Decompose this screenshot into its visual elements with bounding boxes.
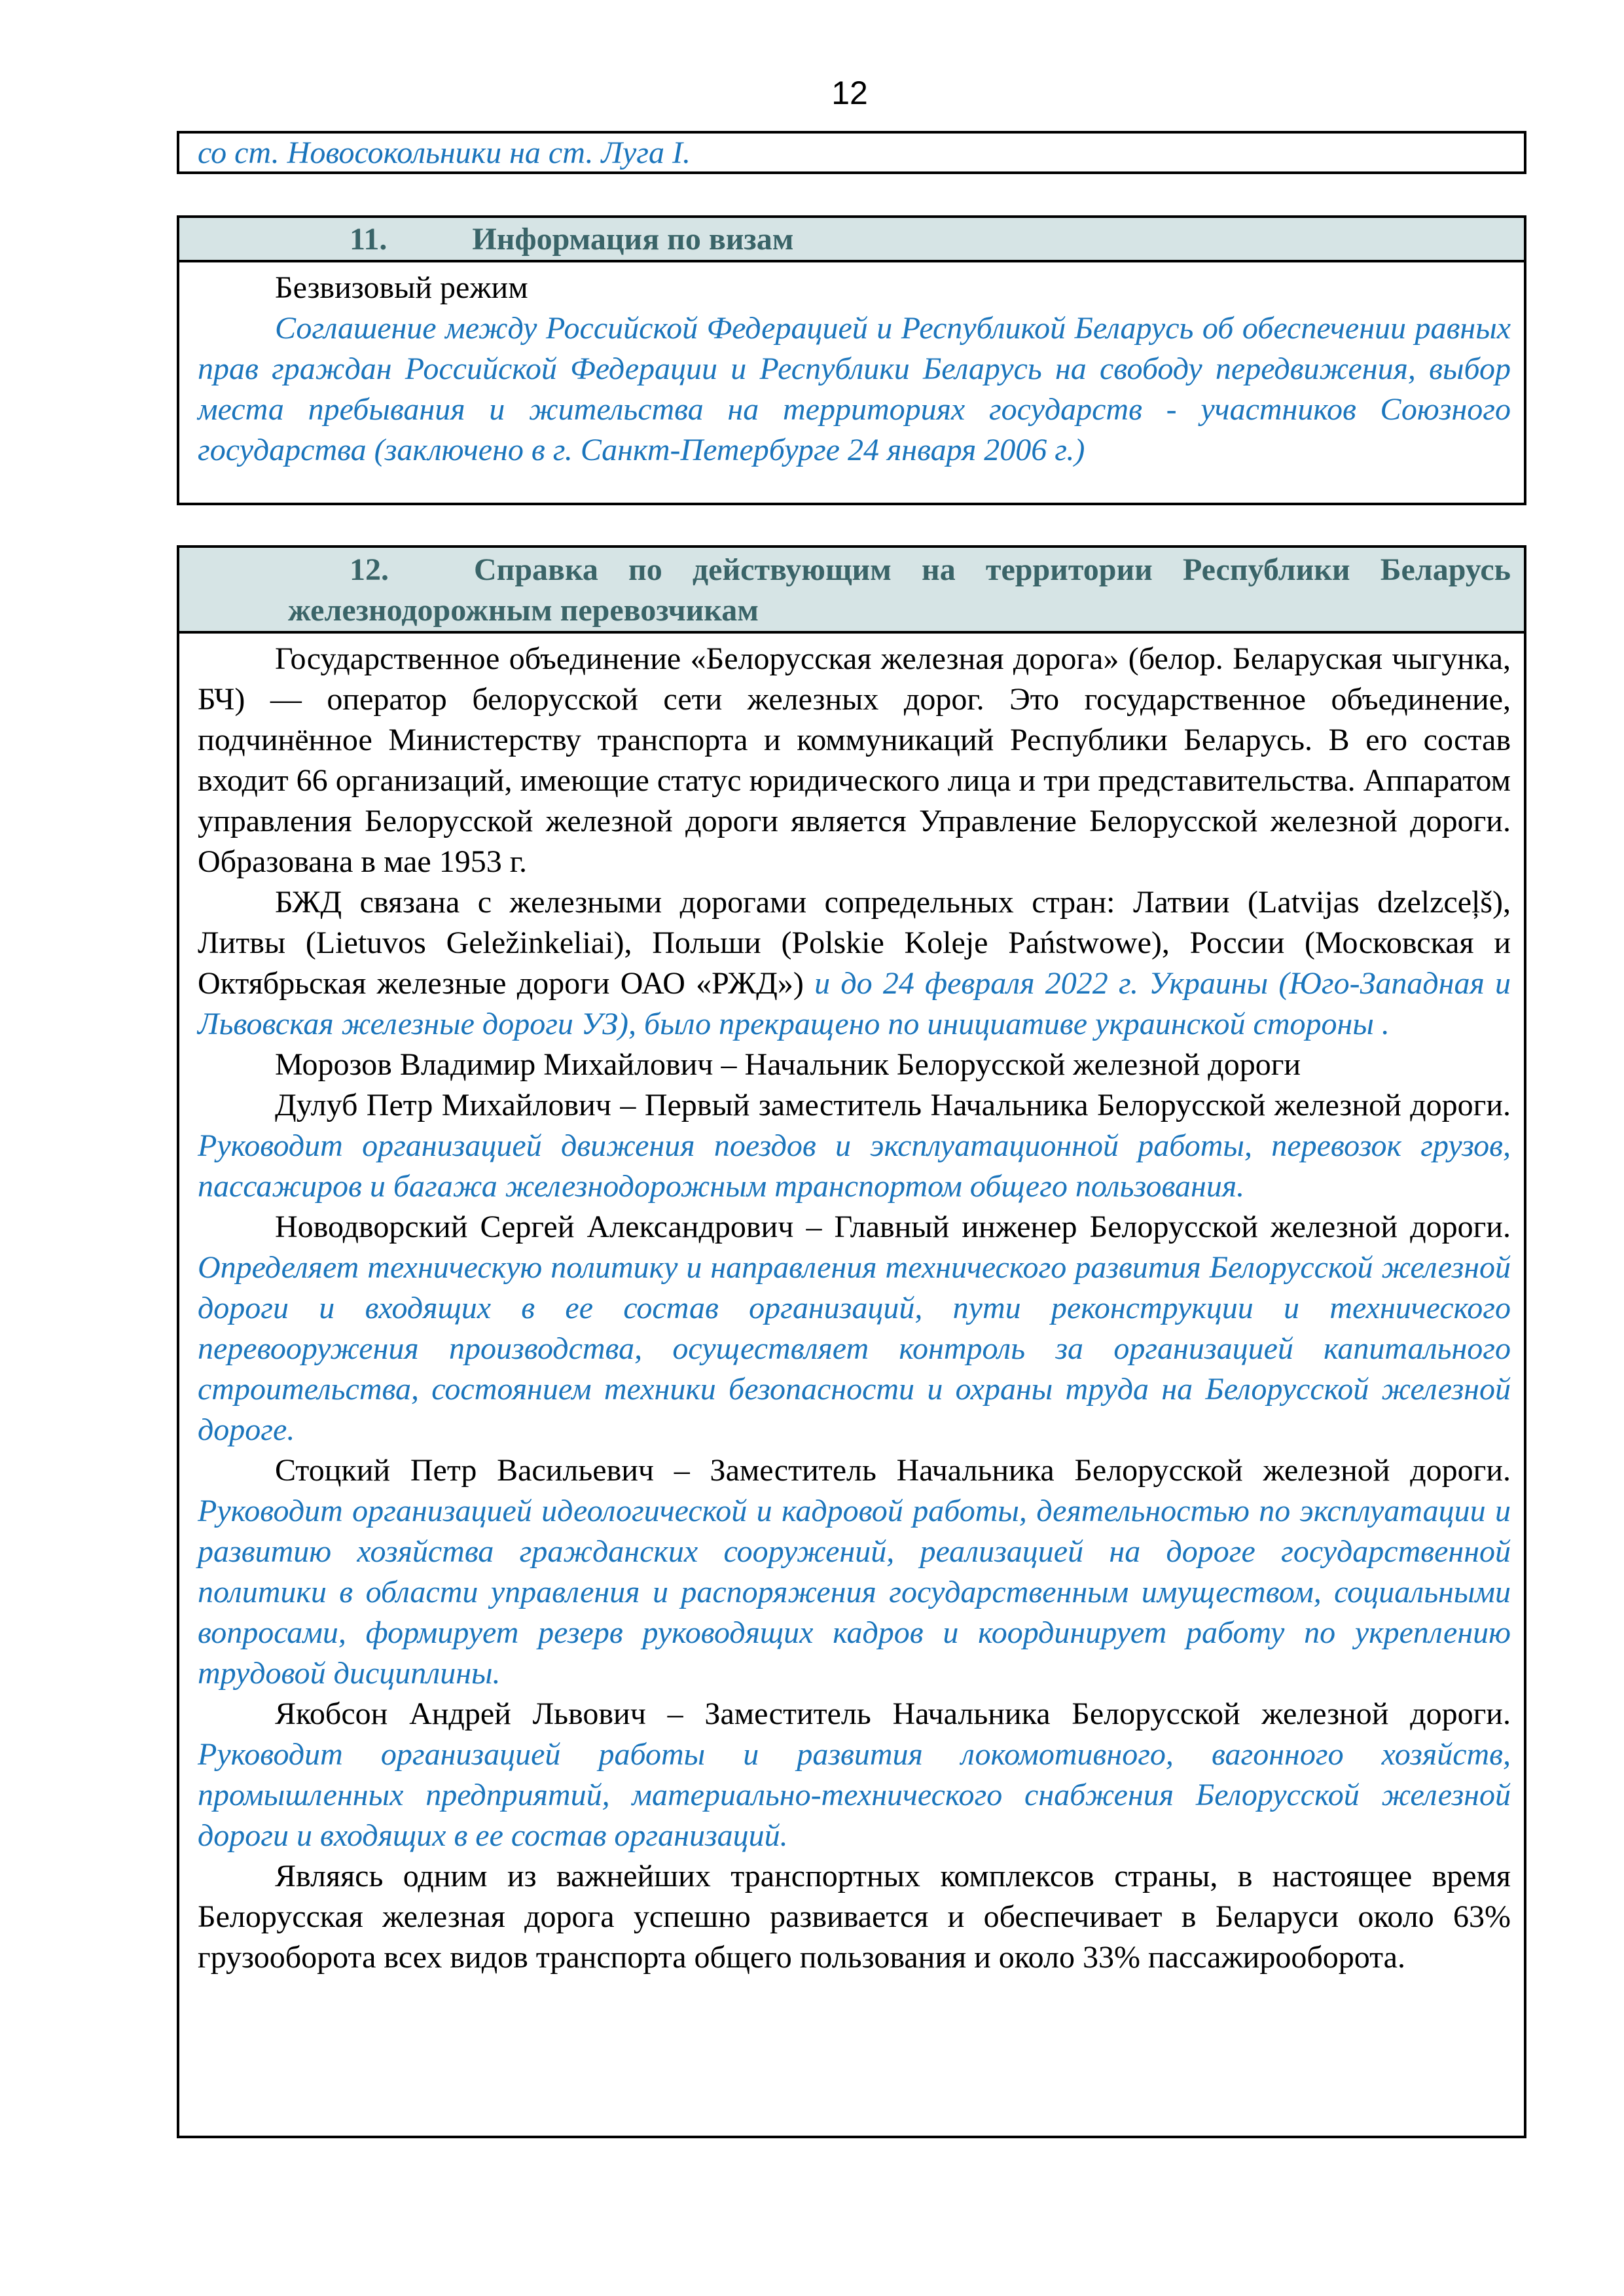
section-11-title: Информация по визам — [472, 222, 794, 257]
section-12-title: Справка по действующим на территории Республики Беларусь железнодорожным перевозчикам — [288, 552, 1511, 628]
visa-free-line — [198, 268, 1511, 308]
section-11-body — [179, 262, 1524, 478]
paragraph-bch-overview — [198, 639, 1511, 882]
paragraph-neighbor-railways — [198, 882, 1511, 1045]
section-11-number: 11. — [350, 222, 388, 257]
paragraph-text: Якобсон Андрей Львович – Заместитель Начальника Белорусской железной дороги. — [275, 1696, 1511, 1731]
visa-free-text: Безвизовый режим — [275, 270, 528, 305]
paragraph-stotsky — [198, 1450, 1511, 1694]
paragraph-text: Морозов Владимир Михайлович – Начальник Белорусской железной дороги — [275, 1047, 1301, 1082]
agreement-text: Соглашение между Российской Федерацией и Республикой Беларусь об обеспечении равных прав граждан Российской Федерации и Республики Беларусь на свободу передвижения, выбор места пребывания и жительства на территориях государств - участников Союзного государства (заключено в г. Санкт-Петербурге 24 января 2006 г.) — [198, 311, 1511, 467]
paragraph-text-blue: и до 24 февраля 2022 г. Украины (Юго-Западная и Львовская железные дороги УЗ), было прекращено по инициативе украинской стороны . — [198, 966, 1511, 1041]
paragraph-text-blue: Руководит организацией движения поездов и эксплуатационной работы, перевозок грузов, пассажиров и багажа железнодорожным транспортом общего пользования. — [198, 1128, 1511, 1204]
section-12-header — [179, 548, 1524, 634]
section-11-header — [179, 218, 1524, 262]
paragraph-novodvorsky — [198, 1207, 1511, 1450]
paragraph-text: Являясь одним из важнейших транспортных комплексов страны, в настоящее время Белорусская железная дорога успешно развивается и обеспечивает в Беларуси около 63% грузооборота всех видов транспорта общего пользования и около 33% пассажирооборота. — [198, 1859, 1511, 1975]
paragraph-text: БЖД связана с железными дорогами сопредельных стран: Латвии (Latvijas dzelzceļš), Литвы (Lietuvos Geležinkeliai), Польши (Polskie Koleje Państwowe), России (Московская и Октябрьская железные дороги ОАО «РЖД») — [198, 885, 1511, 1001]
continuation-row — [177, 131, 1526, 174]
paragraph-text: Государственное объединение «Белорусская железная дорога» (белор. Беларуская чыгунка, БЧ) — оператор белорусской сети железных дорог. Это государственное объединение, подчинённое Министерству транспорта и коммуникаций Республики Беларусь. В его состав входит 66 организаций, имеющие статус юридического лица и три представительства. Аппаратом управления Белорусской железной дороги является Управление Белорусской железной дороги. Образована в мае 1953 г. — [198, 641, 1511, 879]
paragraph-summary — [198, 1856, 1511, 1978]
paragraph-text: Новодворский Сергей Александрович – Главный инженер Белорусской железной дороги. — [275, 1210, 1511, 1244]
section-12-body — [179, 634, 1524, 1986]
continuation-text: со ст. Новосокольники на ст. Луга I. — [198, 135, 691, 170]
paragraph-text: Дулуб Петр Михайлович – Первый заместитель Начальника Белорусской железной дороги. — [275, 1088, 1511, 1122]
section-12-table — [177, 545, 1526, 2138]
paragraph-text: Стоцкий Петр Васильевич – Заместитель Начальника Белорусской железной дороги. — [275, 1453, 1511, 1488]
paragraph-text-blue: Руководит организацией идеологической и кадровой работы, деятельностью по эксплуатации и развитию хозяйства гражданских сооружений, реализацией на дороге государственной политики в области управления и распоряжения государственным имуществом, социальными вопросами, формирует резерв руководящих кадров и координирует работу по укреплению трудовой дисциплины. — [198, 1494, 1511, 1691]
paragraph-text-blue: Руководит организацией работы и развития локомотивного, вагонного хозяйств, промышленных предприятий, материально-технического снабжения Белорусской железной дороги и входящих в ее состав организаций. — [198, 1737, 1511, 1853]
agreement-paragraph — [198, 308, 1511, 471]
paragraph-yakobson — [198, 1694, 1511, 1856]
section-12-number: 12. — [350, 552, 389, 587]
section-11-table — [177, 215, 1526, 505]
page-number: 12 — [831, 75, 868, 111]
paragraph-dulub — [198, 1085, 1511, 1207]
paragraph-text-blue: Определяет техническую политику и направления технического развития Белорусской железной дороги и входящих в ее состав организаций, пути реконструкции и технического перевооружения производства, осуществляет контроль за организацией капитального строительства, состоянием техники безопасности и охраны труда на Белорусской железной дороге. — [198, 1250, 1511, 1447]
paragraph-morozov — [198, 1045, 1511, 1085]
